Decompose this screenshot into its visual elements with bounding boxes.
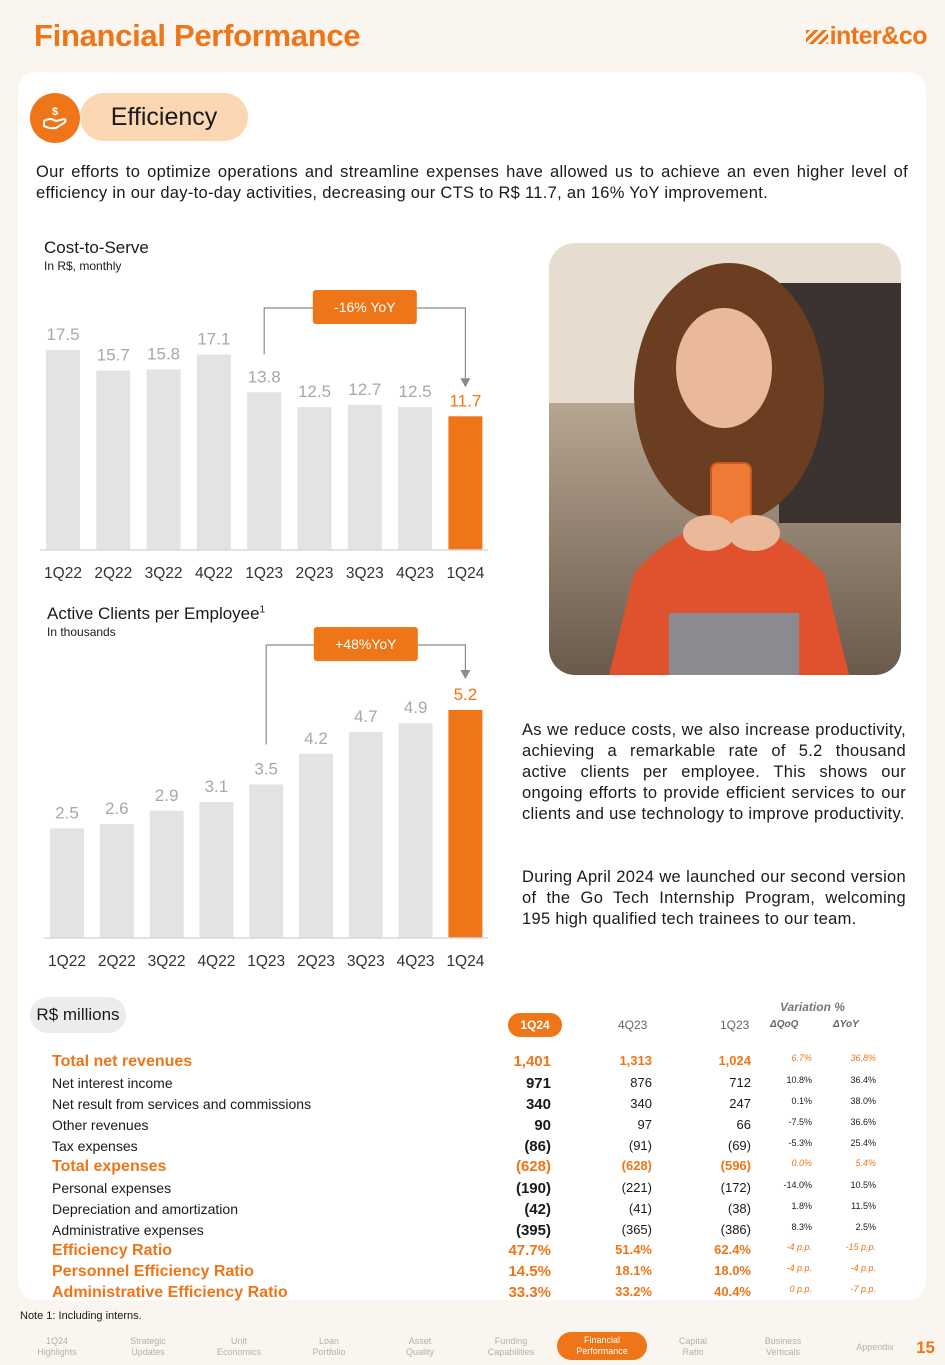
nav-item[interactable]	[830, 1342, 920, 1353]
chart2-subtitle: In thousands	[47, 625, 116, 639]
bar-4Q22	[197, 355, 231, 550]
chart1-title: Cost-to-Serve	[44, 238, 149, 257]
row-label: Total net revenues	[52, 1053, 193, 1070]
annotation-arrow	[460, 378, 470, 387]
bar-value-label: 2.6	[104, 799, 129, 818]
nav-item-label: Loan Portfolio	[312, 1336, 346, 1357]
col-4q23-header: 4Q23	[618, 1018, 648, 1032]
variation-title: Variation %	[780, 1000, 845, 1014]
photo-illustration	[549, 243, 901, 675]
bar-2Q23	[298, 407, 332, 550]
value-1q24: (628)	[515, 1158, 551, 1175]
bar-3Q22	[147, 369, 181, 550]
value-yoy: 36.8%	[850, 1053, 876, 1063]
value-1q23: (172)	[720, 1180, 751, 1195]
value-1q24: 14.5%	[508, 1263, 551, 1280]
row-label: Administrative Efficiency Ratio	[52, 1284, 288, 1301]
bar-3Q22	[150, 811, 184, 938]
value-1q23: 40.4%	[714, 1284, 751, 1299]
category-label: 1Q22	[44, 565, 82, 582]
value-yoy: 11.5%	[851, 1201, 876, 1211]
clients-per-employee-chart	[36, 625, 496, 975]
nav-item[interactable]	[12, 1336, 102, 1358]
bar-1Q24	[448, 710, 482, 938]
table-row	[52, 1138, 882, 1159]
value-4q23: (628)	[621, 1158, 652, 1173]
nav-item[interactable]	[375, 1336, 465, 1358]
nav-item[interactable]	[466, 1336, 556, 1358]
value-4q23: 18.1%	[615, 1263, 652, 1278]
nav-item-label: Capital Ratio	[678, 1336, 707, 1357]
bar-value-label: 12.7	[348, 379, 382, 399]
nav-item-label: Unit Economics	[216, 1336, 261, 1357]
category-label: 4Q22	[197, 953, 236, 970]
row-label: Other revenues	[52, 1117, 149, 1133]
value-4q23: (91)	[628, 1138, 652, 1153]
side-paragraph-1: As we reduce costs, we also increase productivity, achieving a remarkable rate of 5.2 thousand active clients per employee. This shows our ongoing efforts to provide efficient services to our clients and use technology to improve productivity.	[522, 721, 906, 823]
intro-paragraph: Our efforts to optimize operations and streamline expenses have allowed us to achieve an even higher level of efficiency in our day-to-day activities, decreasing our CTS to R$ 11.7, an 16% YoY improvement.	[36, 163, 908, 202]
bar-value-label: 12.5	[398, 382, 432, 402]
value-qoq: 0.0%	[791, 1158, 812, 1168]
nav-item-label: Appendix	[856, 1342, 894, 1352]
value-4q23: (221)	[621, 1180, 652, 1195]
bar-1Q24	[448, 416, 482, 550]
value-yoy: -15 p.p.	[845, 1242, 876, 1252]
category-label: 1Q23	[245, 565, 284, 582]
row-label: Personal expenses	[52, 1180, 172, 1196]
value-4q23: 97	[637, 1117, 652, 1132]
col-1q23-header: 1Q23	[720, 1018, 750, 1032]
cost-to-serve-chart	[36, 290, 496, 590]
nav-item[interactable]	[738, 1336, 828, 1358]
bar-value-label: 13.8	[247, 367, 281, 387]
category-label: 2Q23	[295, 565, 334, 582]
value-1q24: (42)	[524, 1201, 551, 1218]
nav-item[interactable]	[284, 1336, 374, 1358]
chart2-title-sup: 1	[259, 604, 266, 616]
footnote: Note 1: Including interns.	[20, 1310, 142, 1322]
category-label: 3Q22	[144, 565, 183, 582]
category-label: 2Q23	[297, 953, 335, 970]
hand-money-icon	[30, 93, 80, 143]
nav-item-label: 1Q24 Highlights	[37, 1336, 77, 1357]
value-4q23: (41)	[628, 1201, 652, 1216]
bar-value-label: 4.9	[403, 698, 428, 718]
value-1q24: 33.3%	[508, 1284, 551, 1301]
bar-value-label: 17.1	[197, 329, 231, 349]
col-qoq-header: ΔQoQ	[770, 1019, 799, 1030]
value-1q24: 340	[525, 1096, 551, 1113]
category-label: 4Q22	[194, 565, 233, 582]
category-label: 3Q23	[346, 953, 385, 970]
brand-logo	[806, 22, 927, 51]
bar-4Q22	[199, 802, 233, 938]
bar-1Q23	[247, 392, 281, 550]
bar-1Q22	[50, 828, 84, 938]
table-row	[52, 1201, 882, 1222]
value-yoy: 36.4%	[850, 1075, 876, 1085]
value-qoq: 0 p.p.	[789, 1284, 812, 1294]
table-row	[52, 1180, 882, 1201]
value-1q24: 971	[525, 1075, 551, 1092]
value-1q23: 1,024	[718, 1053, 751, 1068]
value-1q23: 712	[729, 1075, 751, 1090]
bar-value-label: 17.5	[46, 325, 80, 344]
chart2-title	[47, 604, 265, 624]
row-label: Total expenses	[52, 1158, 167, 1175]
value-1q23: 62.4%	[714, 1242, 751, 1257]
nav-item-label: Funding Capabilities	[487, 1336, 535, 1357]
value-1q23: (69)	[727, 1138, 751, 1153]
bar-value-label: 11.7	[449, 391, 482, 411]
annotation-label: +48%YoY	[335, 636, 397, 652]
table-row	[52, 1096, 882, 1117]
category-label: 1Q24	[446, 565, 485, 582]
bar-value-label: 4.7	[353, 706, 378, 726]
page-title: Financial Performance	[34, 18, 361, 53]
value-1q24: 1,401	[513, 1053, 551, 1070]
table-row	[52, 1075, 882, 1096]
value-1q24: 90	[534, 1117, 551, 1134]
chart1-subtitle: In R$, monthly	[44, 259, 122, 273]
nav-item-label: Strategic Updates	[130, 1336, 166, 1357]
value-qoq: -5.3%	[788, 1138, 812, 1148]
category-label: 3Q22	[147, 953, 186, 970]
row-label: Personnel Efficiency Ratio	[52, 1263, 254, 1280]
value-qoq: 0.1%	[791, 1096, 812, 1106]
table-row	[52, 1117, 882, 1138]
col-1q24-badge: 1Q24	[508, 1013, 562, 1037]
category-label: 1Q22	[48, 953, 86, 970]
logo-text: inter&co	[829, 22, 927, 50]
value-4q23: (365)	[621, 1222, 652, 1237]
value-yoy: 2.5%	[855, 1222, 876, 1232]
value-qoq: 10.8%	[786, 1075, 812, 1085]
section-pill: Efficiency	[80, 93, 248, 141]
svg-text:$: $	[51, 106, 59, 118]
value-1q23: 247	[729, 1096, 751, 1111]
value-4q23: 340	[630, 1096, 652, 1111]
nav-item-label: Financial Performance	[576, 1335, 628, 1356]
value-yoy: 25.4%	[850, 1138, 876, 1148]
value-1q24: (86)	[524, 1138, 551, 1155]
nav-item[interactable]	[194, 1336, 284, 1358]
col-yoy-header: ΔYoY	[833, 1019, 859, 1030]
row-label: Net result from services and commissions	[52, 1096, 312, 1112]
category-label: 2Q22	[97, 953, 136, 970]
woman-with-phone-photo	[549, 243, 901, 675]
bar-2Q23	[299, 754, 333, 938]
value-1q23: (596)	[720, 1158, 751, 1173]
unit-pill: R$ millions	[30, 997, 126, 1033]
bar-2Q22	[96, 371, 130, 550]
annotation-label: -16% YoY	[334, 299, 396, 315]
category-label: 4Q23	[396, 565, 435, 582]
row-label: Depreciation and amortization	[52, 1201, 238, 1217]
category-label: 1Q24	[446, 953, 485, 970]
nav-item[interactable]	[557, 1332, 647, 1360]
value-yoy: -4 p.p.	[850, 1263, 876, 1273]
table-row	[52, 1242, 882, 1263]
value-1q23: 66	[736, 1117, 751, 1132]
bottom-navigation	[0, 1330, 945, 1365]
bar-value-label: 15.8	[147, 344, 181, 364]
bar-4Q23	[398, 407, 432, 550]
annotation-arrow	[460, 670, 470, 679]
bar-3Q23	[348, 405, 382, 550]
value-qoq: -7.5%	[788, 1117, 812, 1127]
category-label: 3Q23	[345, 565, 384, 582]
bar-4Q23	[399, 723, 433, 938]
bar-value-label: 2.5	[55, 803, 79, 823]
table-row	[52, 1053, 882, 1074]
bar-value-label: 2.9	[154, 785, 179, 805]
nav-item-label: Business Verticals	[764, 1336, 802, 1357]
row-label: Net interest income	[52, 1075, 173, 1091]
bar-1Q22	[46, 350, 80, 550]
bar-value-label: 3.5	[254, 759, 279, 779]
value-yoy: 5.4%	[855, 1158, 876, 1168]
value-4q23: 51.4%	[615, 1242, 652, 1257]
value-1q23: (38)	[727, 1201, 751, 1216]
logo-stripes-icon	[806, 30, 828, 44]
value-yoy: 36.6%	[850, 1117, 876, 1127]
value-1q23: 18.0%	[714, 1263, 751, 1278]
category-label: 1Q23	[247, 953, 286, 970]
chart2-title-text: Active Clients per Employee	[47, 604, 260, 623]
bar-value-label: 4.2	[304, 728, 328, 748]
side-paragraph-2: During April 2024 we launched our second version of the Go Tech Internship Program, welcoming 195 high qualified tech trainees to our team.	[522, 868, 906, 928]
bar-value-label: 5.2	[453, 685, 478, 704]
value-4q23: 33.2%	[615, 1284, 652, 1299]
value-qoq: -4 p.p.	[786, 1242, 812, 1252]
value-qoq: -4 p.p.	[786, 1263, 812, 1273]
value-qoq: -14.0%	[783, 1180, 812, 1190]
value-qoq: 1.8%	[791, 1201, 812, 1211]
row-label: Efficiency Ratio	[52, 1242, 173, 1259]
value-1q23: (386)	[720, 1222, 751, 1237]
value-1q24: (395)	[515, 1222, 551, 1239]
row-label: Administrative expenses	[52, 1222, 204, 1238]
nav-item[interactable]	[103, 1336, 193, 1358]
row-label: Tax expenses	[52, 1138, 138, 1154]
bar-2Q22	[100, 824, 134, 938]
nav-item-label: Asset Quality	[405, 1336, 434, 1357]
bar-value-label: 12.5	[297, 382, 332, 402]
value-yoy: 38.0%	[850, 1096, 876, 1106]
value-1q24: 47.7%	[508, 1242, 551, 1259]
table-row	[52, 1222, 882, 1243]
nav-item[interactable]	[648, 1336, 738, 1358]
value-qoq: 6.7%	[791, 1053, 812, 1063]
table-row	[52, 1263, 882, 1284]
hand-money-icon-svg	[40, 103, 70, 133]
value-4q23: 1,313	[619, 1053, 652, 1068]
value-yoy: 10.5%	[850, 1180, 876, 1190]
bar-value-label: 3.1	[204, 777, 229, 797]
value-qoq: 8.3%	[791, 1222, 812, 1232]
page-number: 15	[916, 1338, 935, 1357]
value-1q24: (190)	[515, 1180, 551, 1197]
value-4q23: 876	[630, 1075, 652, 1090]
bar-value-label: 15.7	[96, 345, 130, 365]
bar-3Q23	[349, 732, 383, 938]
category-label: 4Q23	[396, 953, 435, 970]
table-row	[52, 1284, 882, 1305]
value-yoy: -7 p.p.	[850, 1284, 876, 1294]
category-label: 2Q22	[94, 565, 133, 582]
table-row	[52, 1158, 882, 1179]
bar-1Q23	[249, 785, 283, 938]
